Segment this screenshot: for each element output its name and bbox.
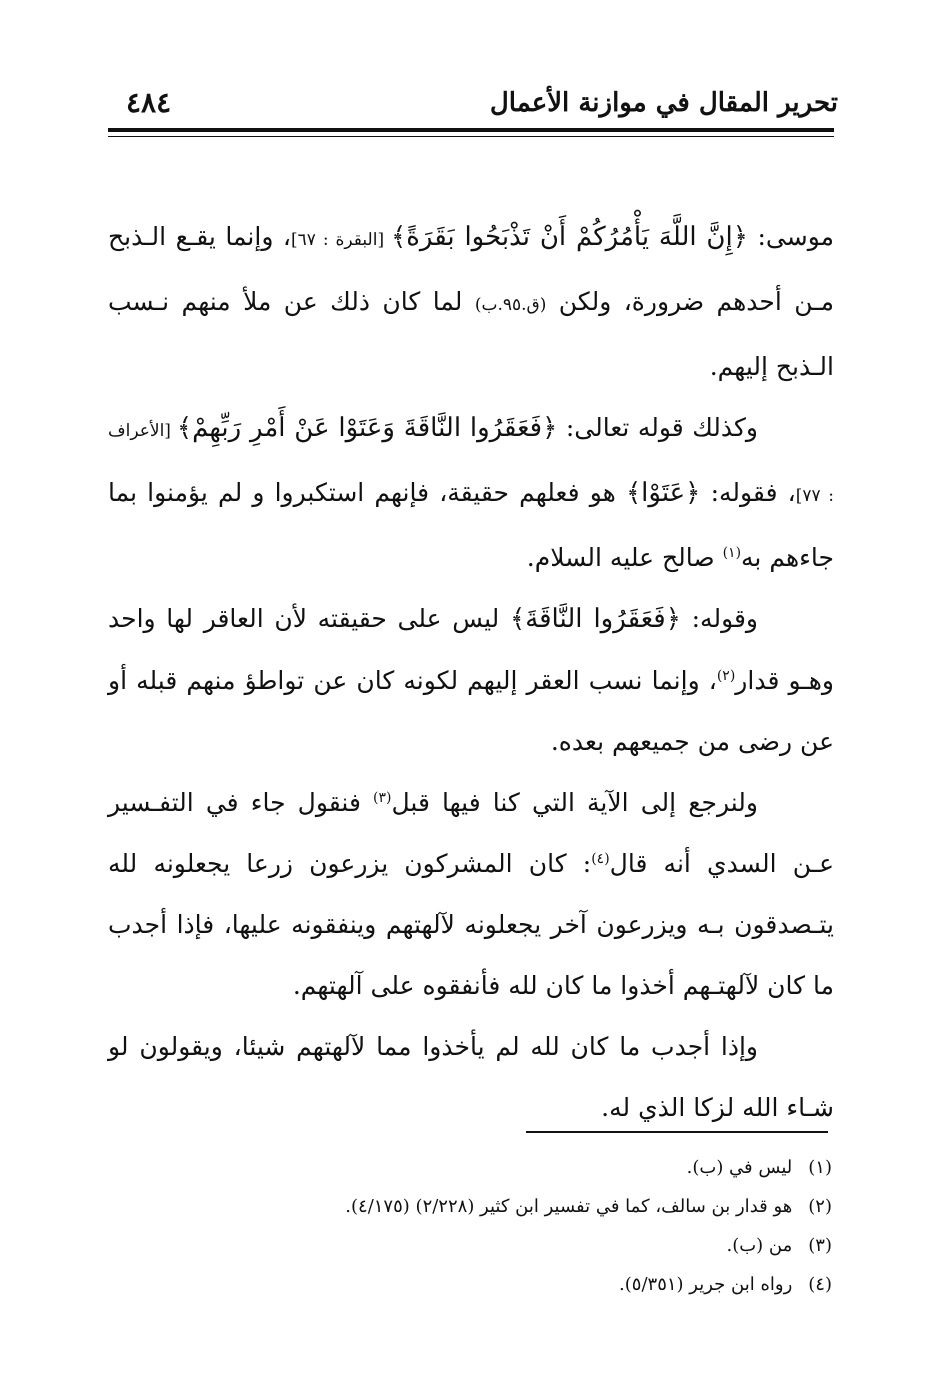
p1-manuscript-ref: (ق.٩٥.ب) <box>474 295 547 315</box>
page-number: ٤٨٤ <box>126 86 172 119</box>
header-rule-thin <box>108 136 834 137</box>
p1-verse-reference: [البقرة : ٦٧] <box>290 230 392 250</box>
paragraph-2 <box>108 397 834 588</box>
footnote-marker-3[interactable]: (٣) <box>373 790 392 806</box>
p2-quran-word: ﴿عَتَوْا﴾ <box>625 478 701 508</box>
footnote-marker-1[interactable]: (١) <box>722 545 742 561</box>
p4-after: : كان المشركون يزرعون زرعا يجعلونه لله يتـصدقون بـه ويزرعون آخر يجعلونه لآلهتهم وينفقونه عليها، فإذا أجدب ما كان لآلهتـهم أخذوا ما كان لله فأنفقوه على آلهتهم. <box>108 849 834 1000</box>
p3-after2: ، وإنما نسب العقر إليهم لكونه كان عن تواطؤ منهم قبله أو عن رضى من جميعهم بعده. <box>108 666 834 756</box>
header-title: تحرير المقال في موازنة الأعمال <box>489 88 838 118</box>
p3-quran-verse: ﴿فَعَقَرُوا النَّاقَةَ﴾ <box>509 604 681 634</box>
footnote-text: رواه ابن جرير (٥/٣٥١). <box>619 1274 793 1295</box>
header-rule-thick <box>108 128 834 132</box>
p2-quran-verse: ﴿فَعَقَرُوا النَّاقَةَ وَعَتَوْا عَنْ أَمْرِ رَبِّهِمْ﴾ <box>176 413 558 443</box>
p2-after3: صالح عليه السلام. <box>526 543 723 572</box>
footnote-number: (٣) <box>808 1235 832 1256</box>
p3-before: وقوله: <box>680 604 759 633</box>
p1-after2: لما كان ذلك عن ملأ منهم نـسب الـذبح إليهم. <box>108 287 834 381</box>
p2-verse-reference: [الأعراف : ٧٧] <box>108 421 834 506</box>
footnote-text: من (ب). <box>726 1235 793 1256</box>
p2-before: وكذلك قوله تعالى: <box>557 413 759 442</box>
footnote-marker-4[interactable]: (٤) <box>591 851 610 867</box>
p5-text: وإذا أجدب ما كان لله لم يأخذوا مما لآلهتهم شيئا، ويقولون لو شـاء الله لزكا الذي له. <box>108 1032 834 1122</box>
p4-mid: فنقول جاء في التفـسير عـن السدي أنه قال <box>108 788 834 878</box>
footnote-4 <box>112 1265 832 1304</box>
footnote-number: (١) <box>808 1157 832 1178</box>
running-header <box>108 78 838 130</box>
main-text <box>108 206 834 1138</box>
footnote-number: (٢) <box>808 1196 832 1217</box>
p2-after2: هو فعلهم حقيقة، فإنهم استكبروا و لم يؤمنوا بما جاءهم به <box>108 478 834 572</box>
paragraph-3 <box>108 588 834 772</box>
footnote-marker-2[interactable]: (٢) <box>716 668 736 684</box>
p2-after1: ، فقوله: <box>700 478 796 507</box>
p4-before: ولنرجع إلى الآية التي كنا فيها قبل <box>391 788 758 817</box>
footnotes <box>112 1148 832 1304</box>
p1-before: موسى: <box>747 222 835 251</box>
p1-after1: ، وإنما يقـع الـذبح مـن أحدهم ضرورة، ولكن <box>108 222 834 316</box>
footnote-separator <box>526 1131 828 1133</box>
footnote-text: هو قدار بن سالف، كما في تفسير ابن كثير (٢/٢٢٨) (٤/١٧٥). <box>345 1196 793 1217</box>
p1-quran-verse: ﴿إِنَّ اللَّهَ يَأْمُرُكُمْ أَنْ تَذْبَحُوا بَقَرَةً﴾ <box>391 222 748 252</box>
paragraph-5 <box>108 1016 834 1138</box>
footnote-2 <box>112 1187 832 1226</box>
footnote-number: (٤) <box>808 1274 832 1295</box>
p3-after1: ليس على حقيقته لأن العاقر لها واحد وهـو قدار <box>108 604 834 695</box>
footnote-text: ليس في (ب). <box>686 1157 793 1178</box>
footnote-1 <box>112 1148 832 1187</box>
paragraph-4 <box>108 772 834 1016</box>
paragraph-1 <box>108 206 834 397</box>
footnote-3 <box>112 1226 832 1265</box>
